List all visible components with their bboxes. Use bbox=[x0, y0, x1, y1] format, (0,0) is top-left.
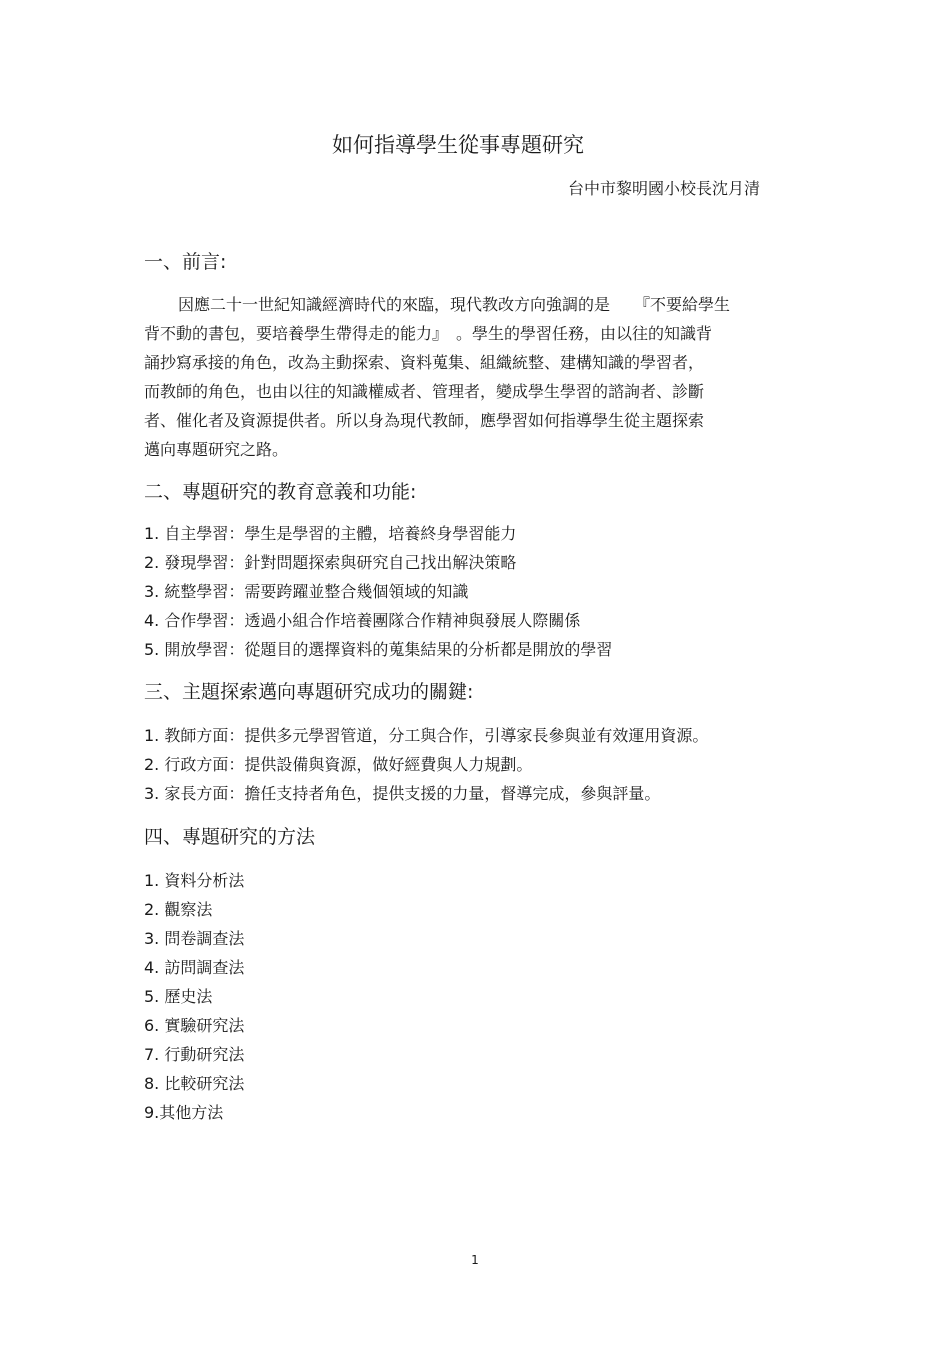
list-item: 3. 問卷調查法 bbox=[144, 929, 245, 948]
list-item: 2. 發現學習：針對問題探索與研究自己找出解決策略 bbox=[144, 553, 517, 572]
list-item: 9.其他方法 bbox=[144, 1103, 224, 1122]
methods-list bbox=[144, 866, 244, 1127]
section-heading-methods: 四、專題研究的方法 bbox=[144, 826, 316, 848]
section-heading-keys: 三、主題探索邁向專題研究成功的關鍵: bbox=[144, 681, 474, 703]
paragraph-line: 誦抄寫承接的角色，改為主動探索、資料蒐集、組織統整、建構知識的學習者， bbox=[144, 353, 705, 372]
list-item: 1. 自主學習：學生是學習的主體，培養終身學習能力 bbox=[144, 524, 517, 543]
paragraph-line: 邁向專題研究之路。 bbox=[144, 440, 289, 459]
list-item: 3. 統整學習：需要跨躍並整合幾個領域的知識 bbox=[144, 582, 469, 601]
preface-paragraph bbox=[144, 290, 804, 464]
list-item: 2. 行政方面：提供設備與資源，做好經費與人力規劃。 bbox=[144, 755, 533, 774]
page-number: 1 bbox=[471, 1253, 479, 1267]
list-item: 8. 比較研究法 bbox=[144, 1074, 245, 1093]
author-line: 台中市黎明國小校長沈月清 bbox=[567, 179, 760, 198]
keys-list bbox=[144, 721, 708, 808]
list-item: 2. 觀察法 bbox=[144, 900, 213, 919]
list-item: 1. 教師方面：提供多元學習管道，分工與合作，引導家長參與並有效運用資源。 bbox=[144, 726, 709, 745]
list-item: 4. 訪問調查法 bbox=[144, 958, 245, 977]
paragraph-line: 者、催化者及資源提供者。所以身為現代教師，應學習如何指導學生從主題探索 bbox=[144, 411, 705, 430]
meaning-list bbox=[144, 519, 612, 664]
section-heading-preface: 一、前言: bbox=[144, 251, 227, 273]
list-item: 5. 歷史法 bbox=[144, 987, 213, 1006]
list-item: 3. 家長方面：擔任支持者角色，提供支援的力量，督導完成，參與評量。 bbox=[144, 784, 661, 803]
list-item: 1. 資料分析法 bbox=[144, 871, 245, 890]
list-item: 4. 合作學習：透過小組合作培養團隊合作精神與發展人際關係 bbox=[144, 611, 581, 630]
paragraph-line: 而教師的角色，也由以往的知識權威者、管理者，變成學生學習的諮詢者、診斷 bbox=[144, 382, 705, 401]
list-item: 7. 行動研究法 bbox=[144, 1045, 245, 1064]
paragraph-line: 背不動的書包，要培養學生帶得走的能力』 。學生的學習任務，由以往的知識背 bbox=[144, 324, 713, 343]
list-item: 5. 開放學習：從題目的選擇資料的蒐集結果的分析都是開放的學習 bbox=[144, 640, 613, 659]
list-item: 6. 實驗研究法 bbox=[144, 1016, 245, 1035]
document-title: 如何指導學生從事專題研究 bbox=[332, 133, 584, 157]
paragraph-line: 因應二十一世紀知識經濟時代的來臨，現代教改方向強調的是 『不要給學生 bbox=[178, 295, 731, 314]
section-heading-meaning: 二、專題研究的教育意義和功能: bbox=[144, 481, 417, 503]
